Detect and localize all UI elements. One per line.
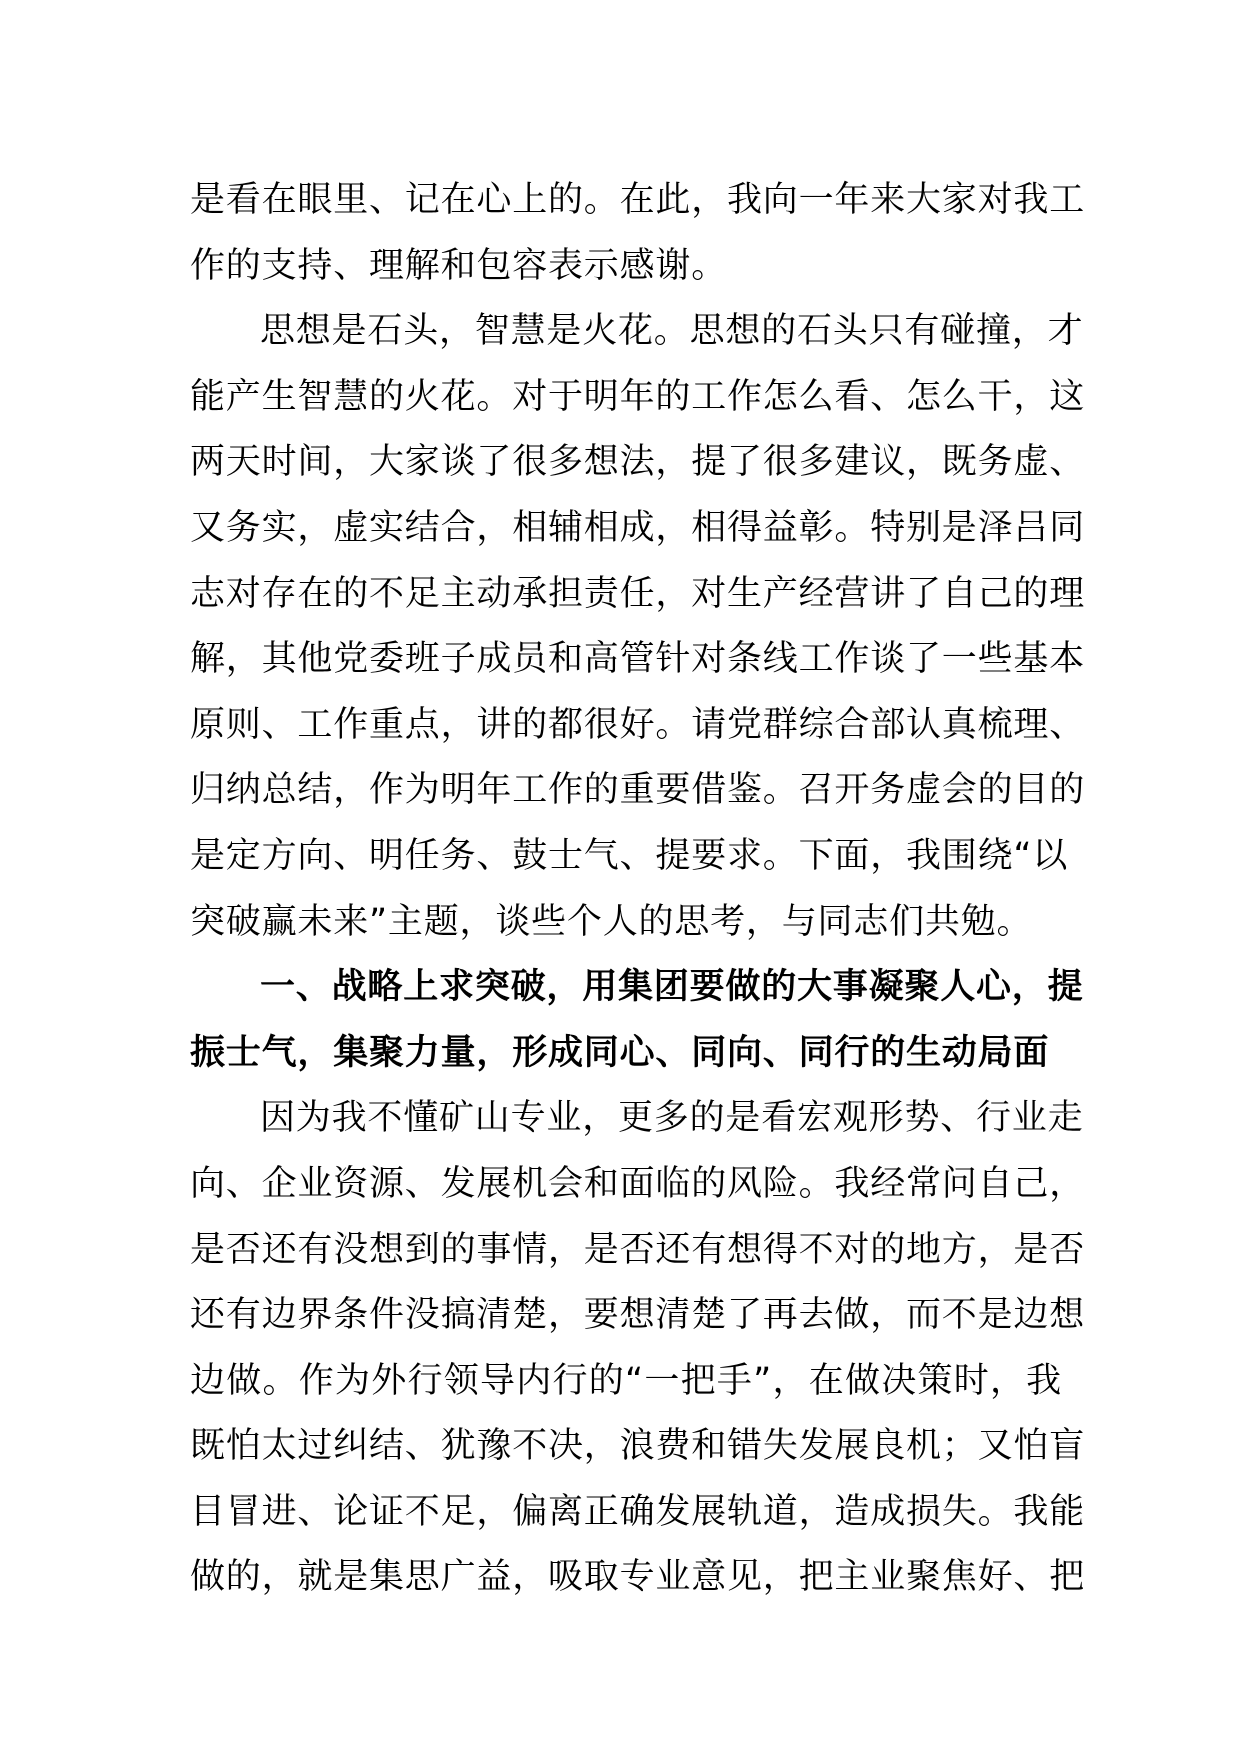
text-line: 又务实，虚实结合，相辅相成，相得益彰。特别是泽吕同: [190, 507, 1086, 548]
text-line: 归纳总结，作为明年工作的重要借鉴。召开务虚会的目的: [190, 770, 1086, 811]
text-line: 是看在眼里、记在心上的。在此，我向一年来大家对我工: [190, 180, 1086, 220]
text-line: 是否还有没想到的事情，是否还有想得不对的地方，是否: [190, 1229, 1086, 1270]
text-line: 解，其他党委班子成员和高管针对条线工作谈了一些基本: [190, 639, 1086, 680]
text-line: 还有边界条件没搞清楚，要想清楚了再去做，而不是边想: [190, 1295, 1086, 1336]
text-line: 做的，就是集思广益，吸取专业意见，把主业聚焦好、把: [190, 1557, 1086, 1598]
text-line: 向、企业资源、发展机会和面临的风险。我经常问自己，: [190, 1163, 1086, 1204]
text-line: 志对存在的不足主动承担责任，对生产经营讲了自己的理: [190, 573, 1086, 614]
text-line: 是定方向、明任务、鼓士气、提要求。下面，我围绕“以: [190, 835, 1069, 876]
section-heading-line: 振士气，集聚力量，形成同心、同向、同行的生动局面: [190, 1032, 1050, 1073]
text-line: 既怕太过纠结、犹豫不决，浪费和错失发展良机；又怕盲: [190, 1426, 1086, 1467]
text-line: 原则、工作重点，讲的都很好。请党群综合部认真梳理、: [190, 704, 1086, 745]
text-line: 突破赢未来”主题，谈些个人的思考，与同志们共勉。: [190, 901, 1033, 942]
text-line: 两天时间，大家谈了很多想法，提了很多建议，既务虚、: [190, 442, 1086, 483]
text-line: 思想是石头，智慧是火花。思想的石头只有碰撞，才: [260, 311, 1084, 352]
text-line: 因为我不懂矿山专业，更多的是看宏观形势、行业走: [260, 1098, 1084, 1139]
body-text: [190, 168, 1086, 1611]
text-line: 作的支持、理解和包容表示感谢。: [190, 245, 728, 286]
text-line: 能产生智慧的火花。对于明年的工作怎么看、怎么干，这: [190, 376, 1086, 417]
section-heading-line: 一、战略上求突破，用集团要做的大事凝聚人心，提: [260, 967, 1084, 1008]
text-line: 边做。作为外行领导内行的“一把手”，在做决策时，我: [190, 1360, 1062, 1401]
text-line: 目冒进、论证不足，偏离正确发展轨道，造成损失。我能: [190, 1491, 1086, 1532]
